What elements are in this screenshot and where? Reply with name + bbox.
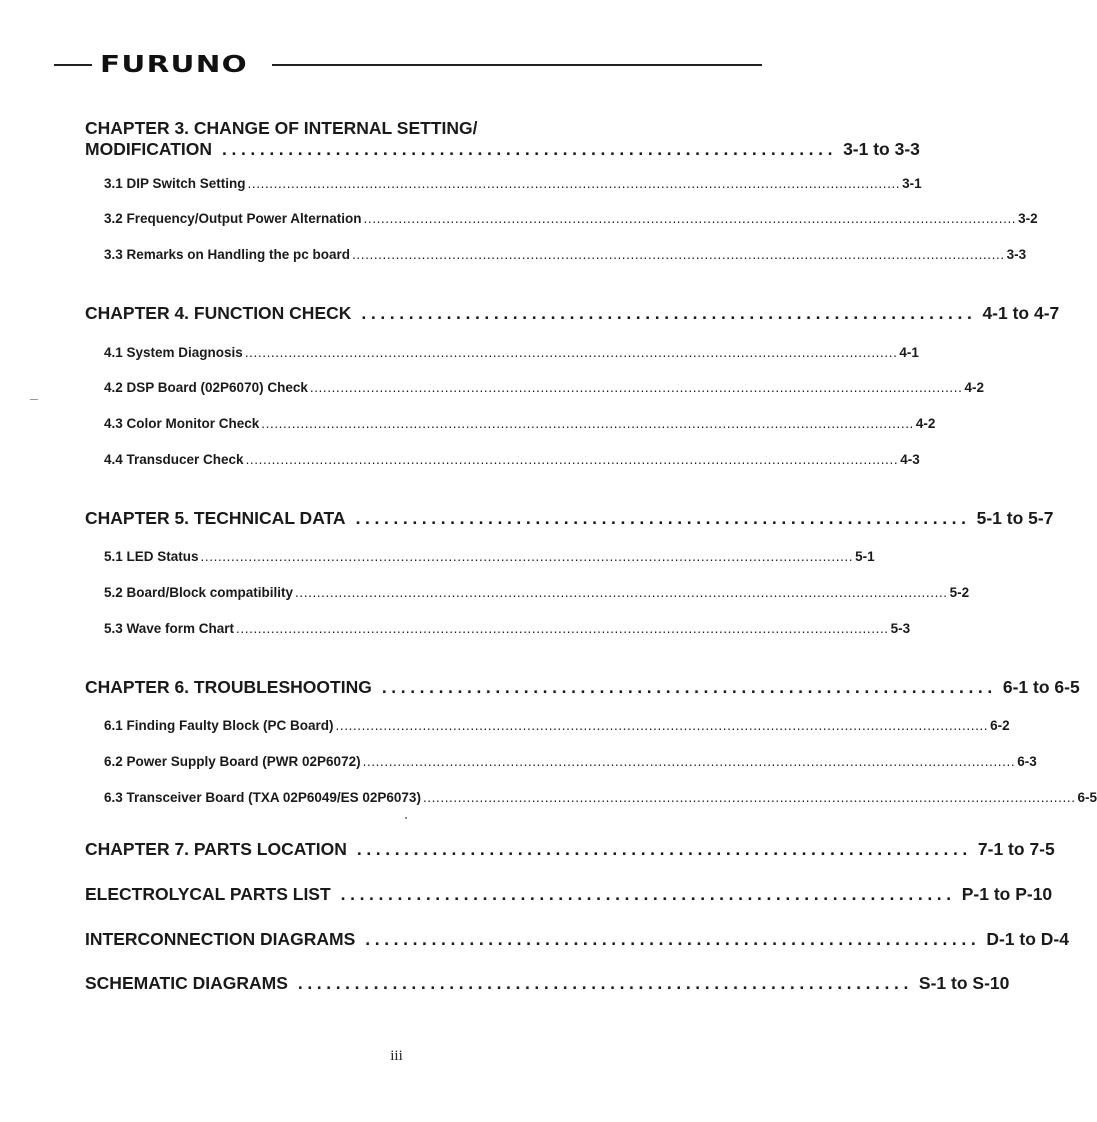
toc-section[interactable] xyxy=(104,175,922,192)
toc-section[interactable] xyxy=(104,717,1010,734)
chapter-page-range: P-1 to P-10 xyxy=(961,884,1053,904)
dot-leader: ................................................................. xyxy=(222,139,838,159)
section-title: 4.2 DSP Board (02P6070) Check xyxy=(104,380,308,395)
section-page: 4-2 xyxy=(964,380,984,395)
dot-leader: ...................................................................................................................................................... xyxy=(362,754,1016,769)
page-header xyxy=(0,52,793,78)
chapter-title-cont: MODIFICATION xyxy=(85,139,213,159)
section-title: 5.2 Board/Block compatibility xyxy=(104,585,294,600)
section-title: 6.3 Transceiver Board (TXA 02P6049/ES 02P6073) xyxy=(104,790,421,805)
chapter-page-range: 7-1 to 7-5 xyxy=(977,839,1055,859)
section-page: 4-2 xyxy=(915,416,936,431)
toc-interconnection[interactable] xyxy=(85,929,1069,950)
toc-chapter-4[interactable] xyxy=(85,303,1060,324)
page-number: iii xyxy=(390,1048,403,1064)
dot-leader: ...................................................................................................................................................... xyxy=(363,211,1017,226)
chapter-page-range: D-1 to D-4 xyxy=(986,929,1069,949)
toc-section[interactable] xyxy=(104,753,1037,770)
toc-schematic[interactable] xyxy=(85,973,1010,994)
dot-leader: ................................................................. xyxy=(297,973,913,993)
toc-section[interactable] xyxy=(104,789,1097,806)
dot-leader: ................................................................. xyxy=(365,929,981,949)
furuno-logo: FURUNO xyxy=(100,52,248,78)
toc-section[interactable] xyxy=(104,415,936,432)
chapter-title: INTERCONNECTION DIAGRAMS xyxy=(85,929,356,949)
dot-leader: ...................................................................................................................................................... xyxy=(335,718,989,733)
dot-leader: ...................................................................................................................................................... xyxy=(244,345,898,360)
chapter-page-range: 5-1 to 5-7 xyxy=(976,508,1054,528)
toc-chapter-6[interactable] xyxy=(85,677,1080,698)
dot-leader: ...................................................................................................................................................... xyxy=(247,176,901,191)
section-page: 6-2 xyxy=(990,718,1010,733)
section-title: 3.3 Remarks on Handling the pc board xyxy=(104,247,351,262)
dot-leader: ...................................................................................................................................................... xyxy=(422,790,1076,805)
chapter-page-range: 3-1 to 3-3 xyxy=(843,139,920,159)
chapter-page-range: 6-1 to 6-5 xyxy=(1002,677,1080,697)
toc-section[interactable] xyxy=(104,379,984,396)
dot-leader: ...................................................................................................................................................... xyxy=(200,549,854,564)
section-page: 5-3 xyxy=(890,621,911,636)
section-title: 6.2 Power Supply Board (PWR 02P6072) xyxy=(104,754,361,769)
toc-section[interactable] xyxy=(104,584,970,601)
section-title: 4.3 Color Monitor Check xyxy=(104,416,260,431)
dot-leader: ...................................................................................................................................................... xyxy=(352,247,1005,262)
dot-leader: ................................................................. xyxy=(356,839,972,859)
dot-leader: ................................................................. xyxy=(355,508,971,528)
dot-leader: ...................................................................................................................................................... xyxy=(261,416,914,431)
section-title: 4.1 System Diagnosis xyxy=(104,345,243,360)
section-title: 4.4 Transducer Check xyxy=(104,452,244,467)
section-title: 3.2 Frequency/Output Power Alternation xyxy=(104,211,362,226)
chapter-page-range: S-1 to S-10 xyxy=(918,973,1010,993)
dot-leader: ................................................................. xyxy=(340,884,956,904)
header-rule-left xyxy=(54,64,92,66)
toc-section[interactable] xyxy=(104,451,920,468)
toc-section[interactable] xyxy=(104,548,875,565)
toc-chapter-5[interactable] xyxy=(85,508,1054,529)
chapter-title: CHAPTER 6. TROUBLESHOOTING xyxy=(85,677,372,697)
header-rule-right xyxy=(272,64,762,66)
section-page: 4-3 xyxy=(900,452,920,467)
section-title: 5.1 LED Status xyxy=(104,549,199,564)
scan-speck xyxy=(405,817,407,819)
section-page: 5-1 xyxy=(855,549,875,564)
section-page: 3-2 xyxy=(1018,211,1038,226)
dot-leader: ................................................................. xyxy=(381,677,997,697)
chapter-page-range: 4-1 to 4-7 xyxy=(982,303,1060,323)
section-title: 6.1 Finding Faulty Block (PC Board) xyxy=(104,718,334,733)
section-title: 3.1 DIP Switch Setting xyxy=(104,176,246,191)
chapter-title: CHAPTER 5. TECHNICAL DATA xyxy=(85,508,346,528)
dot-leader: ...................................................................................................................................................... xyxy=(309,380,963,395)
section-page: 3-3 xyxy=(1006,247,1027,262)
toc-chapter-7[interactable] xyxy=(85,839,1055,860)
dot-leader: ...................................................................................................................................................... xyxy=(245,452,899,467)
section-page: 3-1 xyxy=(902,176,922,191)
dot-leader: ...................................................................................................................................................... xyxy=(236,621,889,636)
dot-leader: ...................................................................................................................................................... xyxy=(295,585,948,600)
toc-section[interactable] xyxy=(104,344,919,361)
toc-section[interactable] xyxy=(104,620,911,637)
chapter-title: CHAPTER 4. FUNCTION CHECK xyxy=(85,303,352,323)
toc-chapter-3[interactable] xyxy=(85,118,920,160)
section-page: 6-5 xyxy=(1077,790,1097,805)
toc-section[interactable] xyxy=(104,246,1027,263)
chapter-title: SCHEMATIC DIAGRAMS xyxy=(85,973,288,993)
section-page: 5-2 xyxy=(949,585,970,600)
chapter-title: ELECTROLYCAL PARTS LIST xyxy=(85,884,331,904)
chapter-title: CHAPTER 7. PARTS LOCATION xyxy=(85,839,347,859)
margin-mark xyxy=(30,399,38,400)
chapter-title: CHAPTER 3. CHANGE OF INTERNAL SETTING/ xyxy=(85,118,478,138)
section-title: 5.3 Wave form Chart xyxy=(104,621,235,636)
toc-parts-list[interactable] xyxy=(85,884,1053,905)
toc-section[interactable] xyxy=(104,210,1038,227)
section-page: 4-1 xyxy=(899,345,919,360)
dot-leader: ................................................................. xyxy=(361,303,977,323)
section-page: 6-3 xyxy=(1017,754,1037,769)
